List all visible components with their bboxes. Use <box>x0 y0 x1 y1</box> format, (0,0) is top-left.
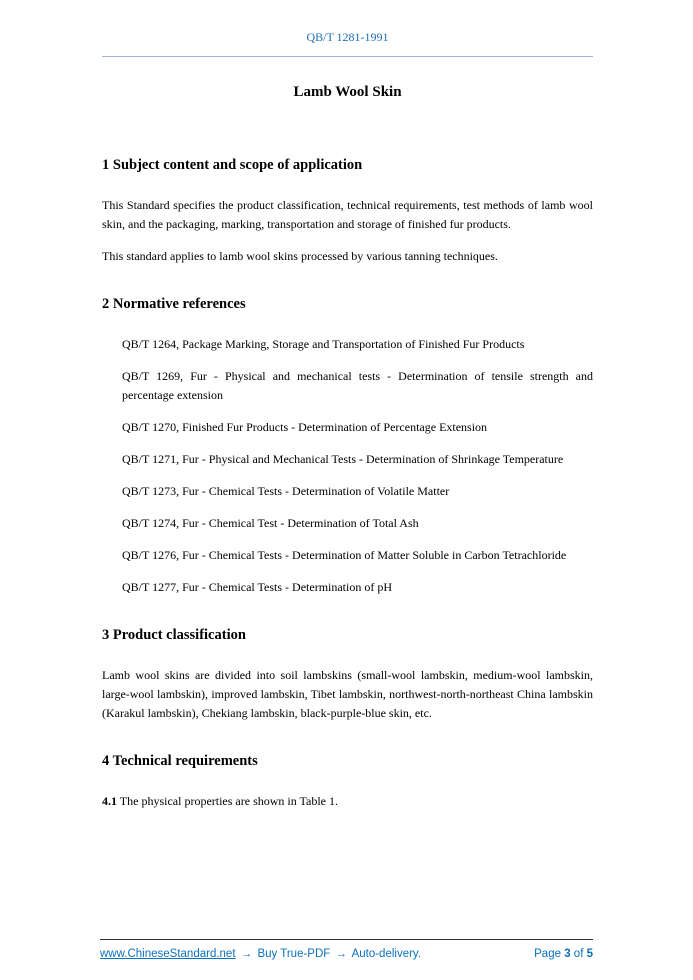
section-3-paragraph: Lamb wool skins are divided into soil lambskins (small-wool lambskin, medium-wool lambskin, large-wool lambskin), improved lambskin, Tibet lambskin, northwest-north-northeast China lambskin (Karakul lambskin), Chekiang lambskin, black-purple-blue skin, etc. <box>102 668 593 720</box>
arrow-icon: → <box>240 948 253 960</box>
footer-left <box>100 948 421 960</box>
page-label: Page <box>534 948 561 960</box>
footer-delivery-text: Auto-delivery. <box>351 948 422 960</box>
clause-4-1 <box>102 792 593 811</box>
reference-item: QB/T 1277, Fur - Chemical Tests - Determination of pH <box>122 580 393 594</box>
reference-item: QB/T 1264, Package Marking, Storage and Transportation of Finished Fur Products <box>122 337 525 351</box>
page-title: Lamb Wool Skin <box>293 84 402 100</box>
reference-item: QB/T 1271, Fur - Physical and Mechanical Tests - Determination of Shrinkage Temperature <box>122 452 564 466</box>
page-total: 5 <box>586 948 593 960</box>
section-1-heading: 1 Subject content and scope of application <box>102 157 363 173</box>
clause-text: The physical properties are shown in Table 1. <box>119 794 339 808</box>
reference-item: QB/T 1276, Fur - Chemical Tests - Determination of Matter Soluble in Carbon Tetrachloride <box>122 548 567 562</box>
reference-item: QB/T 1270, Finished Fur Products - Determination of Percentage Extension <box>122 420 488 434</box>
page-footer <box>100 939 593 960</box>
footer-buy-text: Buy True-PDF <box>257 948 331 960</box>
section-2-heading: 2 Normative references <box>102 296 246 312</box>
section-1-paragraph-2: This standard applies to lamb wool skins processed by various tanning techniques. <box>102 249 498 263</box>
page-of-label: of <box>573 948 584 960</box>
section-4-heading: 4 Technical requirements <box>102 753 258 769</box>
arrow-icon: → <box>335 948 347 960</box>
page-current: 3 <box>564 948 571 960</box>
section-1-paragraph-1: This Standard specifies the product classification, technical requirements, test methods of lamb wool skin, and the packaging, marking, transportation and storage of finished fur products. <box>102 198 593 231</box>
doc-number: QB/T 1281-1991 <box>306 30 389 44</box>
reference-item: QB/T 1269, Fur - Physical and mechanical tests - Determination of tensile strength and percentage extension <box>122 369 593 402</box>
page-indicator <box>534 948 593 960</box>
reference-item: QB/T 1274, Fur - Chemical Test - Determination of Total Ash <box>122 516 419 530</box>
clause-number: 4.1 <box>102 794 117 808</box>
website-link[interactable]: www.ChineseStandard.net <box>100 948 236 960</box>
header-rule <box>102 56 593 57</box>
reference-item: QB/T 1273, Fur - Chemical Tests - Determination of Volatile Matter <box>122 484 450 498</box>
section-3-heading: 3 Product classification <box>102 627 246 643</box>
